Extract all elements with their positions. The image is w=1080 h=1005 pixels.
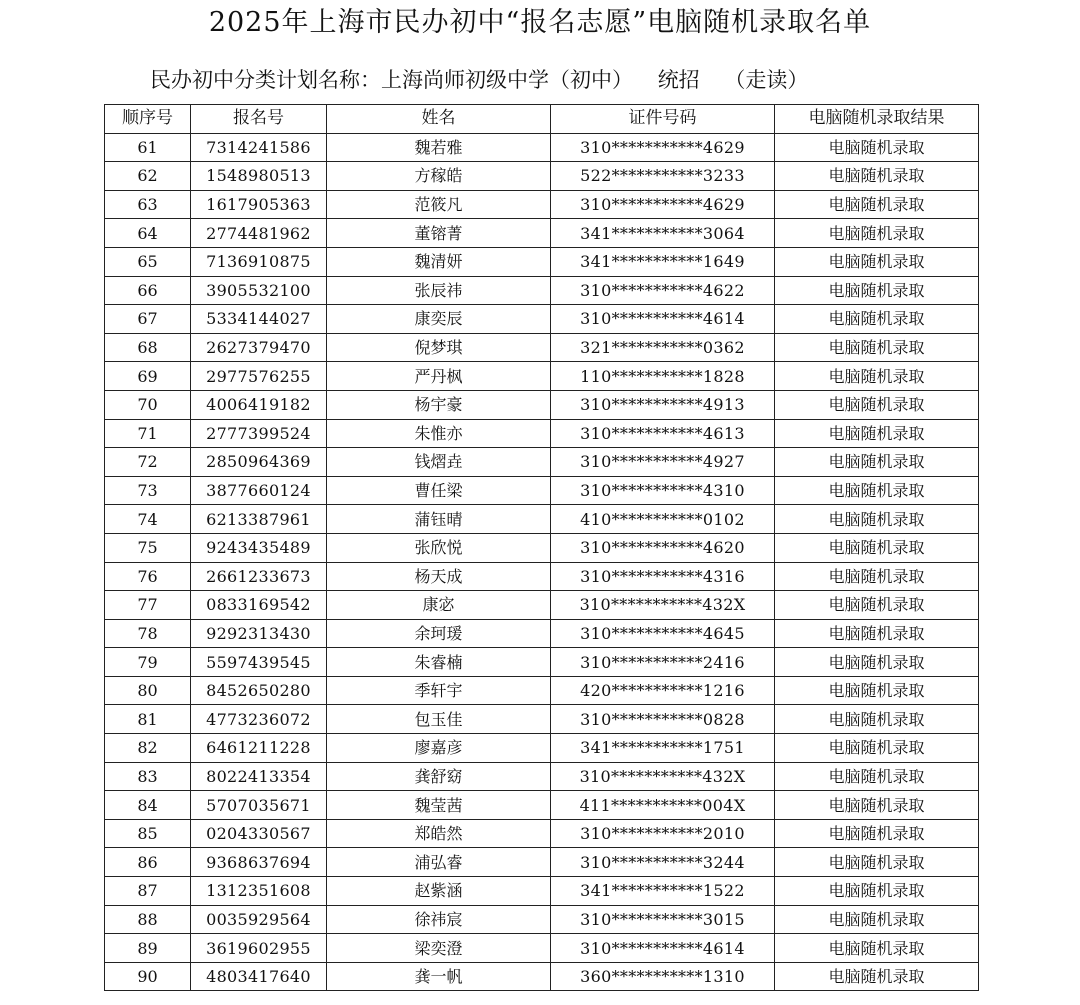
sequence-cell: 77 (105, 591, 191, 620)
table-row (105, 533, 979, 562)
id-number-cell: 310***********4622 (551, 276, 775, 305)
result-cell: 电脑随机录取 (775, 305, 979, 334)
table-row (105, 448, 979, 477)
id-number-cell: 360***********1310 (551, 962, 775, 991)
id-number-cell: 310***********4614 (551, 934, 775, 963)
result-cell: 电脑随机录取 (775, 390, 979, 419)
table-row (105, 905, 979, 934)
registration-number-cell: 6461211228 (191, 734, 327, 763)
registration-number-cell: 9292313430 (191, 619, 327, 648)
table-row (105, 619, 979, 648)
registration-number-cell: 7314241586 (191, 133, 327, 162)
registration-number-cell: 2627379470 (191, 333, 327, 362)
sequence-cell: 89 (105, 934, 191, 963)
result-cell: 电脑随机录取 (775, 734, 979, 763)
registration-number-cell: 2661233673 (191, 562, 327, 591)
result-cell: 电脑随机录取 (775, 448, 979, 477)
table-row (105, 390, 979, 419)
header-name: 姓名 (327, 105, 551, 134)
id-number-cell: 411***********004X (551, 791, 775, 820)
student-name-cell: 龚一帆 (327, 962, 551, 991)
registration-number-cell: 8022413354 (191, 762, 327, 791)
table-row (105, 934, 979, 963)
header-result: 电脑随机录取结果 (775, 105, 979, 134)
result-cell: 电脑随机录取 (775, 905, 979, 934)
id-number-cell: 310***********4614 (551, 305, 775, 334)
table-body (105, 133, 979, 991)
id-number-cell: 310***********4927 (551, 448, 775, 477)
sequence-cell: 74 (105, 505, 191, 534)
sequence-cell: 70 (105, 390, 191, 419)
result-cell: 电脑随机录取 (775, 247, 979, 276)
sequence-cell: 80 (105, 676, 191, 705)
table-row (105, 162, 979, 191)
table-row (105, 476, 979, 505)
id-number-cell: 310***********432X (551, 591, 775, 620)
result-cell: 电脑随机录取 (775, 819, 979, 848)
sequence-cell: 67 (105, 305, 191, 334)
result-cell: 电脑随机录取 (775, 333, 979, 362)
registration-number-cell: 0204330567 (191, 819, 327, 848)
result-cell: 电脑随机录取 (775, 791, 979, 820)
sequence-cell: 62 (105, 162, 191, 191)
plan-subtitle (150, 66, 826, 94)
id-number-cell: 341***********3064 (551, 219, 775, 248)
sequence-cell: 72 (105, 448, 191, 477)
id-number-cell: 310***********4316 (551, 562, 775, 591)
student-name-cell: 季轩宇 (327, 676, 551, 705)
registration-number-cell: 2977576255 (191, 362, 327, 391)
student-name-cell: 梁奕澄 (327, 934, 551, 963)
sequence-cell: 83 (105, 762, 191, 791)
result-cell: 电脑随机录取 (775, 934, 979, 963)
student-name-cell: 方稼皓 (327, 162, 551, 191)
sequence-cell: 78 (105, 619, 191, 648)
table-row (105, 276, 979, 305)
id-number-cell: 321***********0362 (551, 333, 775, 362)
result-cell: 电脑随机录取 (775, 648, 979, 677)
page-title: 2025年上海市民办初中“报名志愿”电脑随机录取名单 (208, 7, 872, 38)
registration-number-cell: 3905532100 (191, 276, 327, 305)
table-row (105, 734, 979, 763)
id-number-cell: 310***********2010 (551, 819, 775, 848)
plan-name-label: 民办初中分类计划名称：上海尚师初级中学（初中） (150, 68, 633, 92)
header-sequence: 顺序号 (105, 105, 191, 134)
student-name-cell: 魏若雅 (327, 133, 551, 162)
table-row (105, 962, 979, 991)
id-number-cell: 310***********3244 (551, 848, 775, 877)
table-row (105, 705, 979, 734)
registration-number-cell: 4006419182 (191, 390, 327, 419)
result-cell: 电脑随机录取 (775, 877, 979, 906)
id-number-cell: 310***********4613 (551, 419, 775, 448)
id-number-cell: 310***********4310 (551, 476, 775, 505)
admission-table (104, 104, 979, 991)
table-row (105, 848, 979, 877)
table-row (105, 419, 979, 448)
sequence-cell: 79 (105, 648, 191, 677)
table-row (105, 877, 979, 906)
result-cell: 电脑随机录取 (775, 219, 979, 248)
id-number-cell: 310***********4629 (551, 133, 775, 162)
id-number-cell: 410***********0102 (551, 505, 775, 534)
id-number-cell: 310***********0828 (551, 705, 775, 734)
id-number-cell: 522***********3233 (551, 162, 775, 191)
table-row (105, 762, 979, 791)
student-name-cell: 范筱凡 (327, 190, 551, 219)
sequence-cell: 84 (105, 791, 191, 820)
registration-number-cell: 9368637694 (191, 848, 327, 877)
table-row (105, 190, 979, 219)
registration-number-cell: 0035929564 (191, 905, 327, 934)
student-name-cell: 朱睿楠 (327, 648, 551, 677)
registration-number-cell: 2850964369 (191, 448, 327, 477)
sequence-cell: 71 (105, 419, 191, 448)
result-cell: 电脑随机录取 (775, 676, 979, 705)
result-cell: 电脑随机录取 (775, 533, 979, 562)
result-cell: 电脑随机录取 (775, 562, 979, 591)
result-cell: 电脑随机录取 (775, 962, 979, 991)
id-number-cell: 341***********1649 (551, 247, 775, 276)
result-cell: 电脑随机录取 (775, 362, 979, 391)
registration-number-cell: 1617905363 (191, 190, 327, 219)
sequence-cell: 65 (105, 247, 191, 276)
id-number-cell: 310***********4629 (551, 190, 775, 219)
registration-number-cell: 5597439545 (191, 648, 327, 677)
student-name-cell: 赵紫涵 (327, 877, 551, 906)
student-name-cell: 浦弘睿 (327, 848, 551, 877)
result-cell: 电脑随机录取 (775, 591, 979, 620)
sequence-cell: 76 (105, 562, 191, 591)
result-cell: 电脑随机录取 (775, 190, 979, 219)
student-name-cell: 张辰祎 (327, 276, 551, 305)
table-header-row (105, 105, 979, 134)
id-number-cell: 310***********4645 (551, 619, 775, 648)
id-number-cell: 341***********1522 (551, 877, 775, 906)
table-row (105, 362, 979, 391)
registration-number-cell: 5707035671 (191, 791, 327, 820)
result-cell: 电脑随机录取 (775, 848, 979, 877)
student-name-cell: 蒲钰晴 (327, 505, 551, 534)
registration-number-cell: 9243435489 (191, 533, 327, 562)
sequence-cell: 82 (105, 734, 191, 763)
sequence-cell: 75 (105, 533, 191, 562)
registration-number-cell: 2777399524 (191, 419, 327, 448)
id-number-cell: 310***********3015 (551, 905, 775, 934)
sequence-cell: 63 (105, 190, 191, 219)
id-number-cell: 310***********4620 (551, 533, 775, 562)
registration-number-cell: 5334144027 (191, 305, 327, 334)
student-name-cell: 曹任梁 (327, 476, 551, 505)
sequence-cell: 87 (105, 877, 191, 906)
student-name-cell: 郑皓然 (327, 819, 551, 848)
header-id-number: 证件号码 (551, 105, 775, 134)
student-name-cell: 魏清妍 (327, 247, 551, 276)
id-number-cell: 310***********432X (551, 762, 775, 791)
student-name-cell: 朱惟亦 (327, 419, 551, 448)
student-name-cell: 张欣悦 (327, 533, 551, 562)
student-name-cell: 严丹枫 (327, 362, 551, 391)
student-name-cell: 魏莹茜 (327, 791, 551, 820)
student-name-cell: 董镕菁 (327, 219, 551, 248)
id-number-cell: 341***********1751 (551, 734, 775, 763)
plan-type: 统招 (657, 68, 700, 92)
result-cell: 电脑随机录取 (775, 705, 979, 734)
id-number-cell: 310***********4913 (551, 390, 775, 419)
sequence-cell: 85 (105, 819, 191, 848)
table-row (105, 219, 979, 248)
student-name-cell: 廖嘉彦 (327, 734, 551, 763)
header-registration-number: 报名号 (191, 105, 327, 134)
table-row (105, 247, 979, 276)
registration-number-cell: 1548980513 (191, 162, 327, 191)
sequence-cell: 66 (105, 276, 191, 305)
sequence-cell: 69 (105, 362, 191, 391)
sequence-cell: 88 (105, 905, 191, 934)
id-number-cell: 110***********1828 (551, 362, 775, 391)
registration-number-cell: 1312351608 (191, 877, 327, 906)
attendance-mode: （走读） (724, 68, 809, 92)
registration-number-cell: 7136910875 (191, 247, 327, 276)
sequence-cell: 81 (105, 705, 191, 734)
table-row (105, 791, 979, 820)
registration-number-cell: 4773236072 (191, 705, 327, 734)
result-cell: 电脑随机录取 (775, 476, 979, 505)
result-cell: 电脑随机录取 (775, 162, 979, 191)
result-cell: 电脑随机录取 (775, 133, 979, 162)
table-row (105, 591, 979, 620)
registration-number-cell: 6213387961 (191, 505, 327, 534)
student-name-cell: 徐祎宸 (327, 905, 551, 934)
student-name-cell: 倪梦琪 (327, 333, 551, 362)
table-row (105, 648, 979, 677)
sequence-cell: 61 (105, 133, 191, 162)
student-name-cell: 余珂瑗 (327, 619, 551, 648)
sequence-cell: 64 (105, 219, 191, 248)
sequence-cell: 73 (105, 476, 191, 505)
table-row (105, 305, 979, 334)
result-cell: 电脑随机录取 (775, 762, 979, 791)
sequence-cell: 68 (105, 333, 191, 362)
result-cell: 电脑随机录取 (775, 419, 979, 448)
student-name-cell: 杨宇豪 (327, 390, 551, 419)
table-row (105, 333, 979, 362)
sequence-cell: 90 (105, 962, 191, 991)
result-cell: 电脑随机录取 (775, 619, 979, 648)
id-number-cell: 420***********1216 (551, 676, 775, 705)
table-row (105, 676, 979, 705)
student-name-cell: 康奕辰 (327, 305, 551, 334)
table-row (105, 133, 979, 162)
registration-number-cell: 8452650280 (191, 676, 327, 705)
table-row (105, 819, 979, 848)
sequence-cell: 86 (105, 848, 191, 877)
registration-number-cell: 4803417640 (191, 962, 327, 991)
registration-number-cell: 3877660124 (191, 476, 327, 505)
student-name-cell: 龚舒窈 (327, 762, 551, 791)
table-row (105, 505, 979, 534)
result-cell: 电脑随机录取 (775, 505, 979, 534)
student-name-cell: 包玉佳 (327, 705, 551, 734)
student-name-cell: 康宓 (327, 591, 551, 620)
registration-number-cell: 2774481962 (191, 219, 327, 248)
student-name-cell: 杨天成 (327, 562, 551, 591)
result-cell: 电脑随机录取 (775, 276, 979, 305)
table-row (105, 562, 979, 591)
registration-number-cell: 0833169542 (191, 591, 327, 620)
id-number-cell: 310***********2416 (551, 648, 775, 677)
student-name-cell: 钱熠垚 (327, 448, 551, 477)
registration-number-cell: 3619602955 (191, 934, 327, 963)
